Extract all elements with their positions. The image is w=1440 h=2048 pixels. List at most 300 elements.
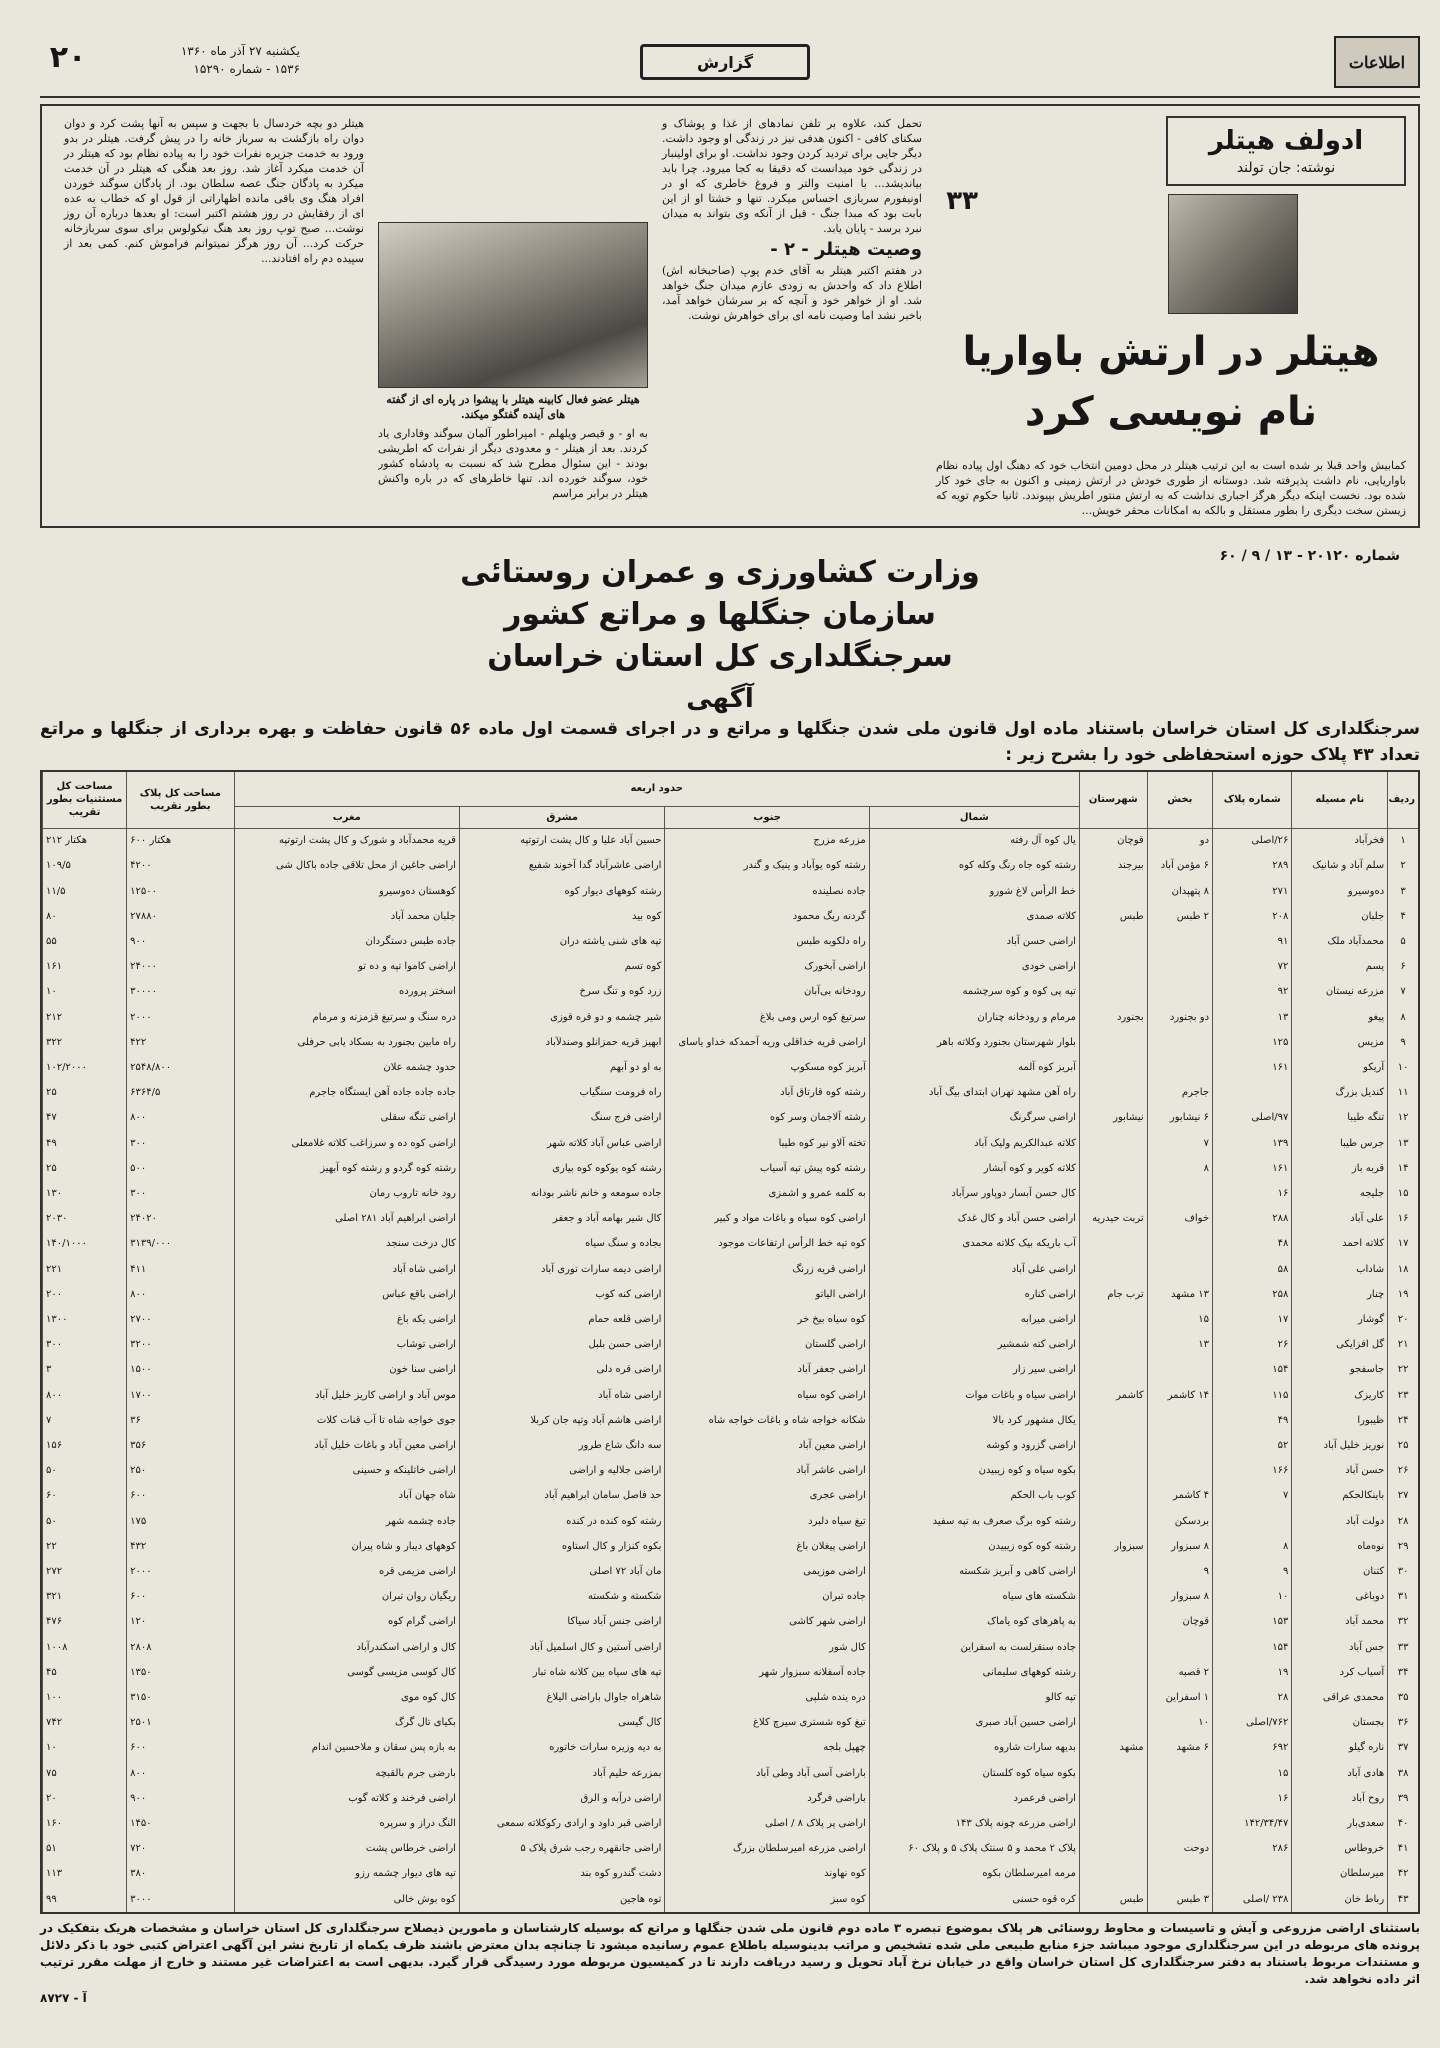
excluded-area: ۴۷ xyxy=(43,1105,127,1130)
table-row xyxy=(43,1282,1419,1307)
plot-area: ۱۵۰۰ xyxy=(127,1357,234,1382)
south-boundary: کوه سیاه بیخ خر xyxy=(665,1307,869,1332)
west-boundary: اسختر پرورده xyxy=(234,979,459,1004)
county: مشهد xyxy=(1079,1735,1147,1760)
row-number: ۴۲ xyxy=(1388,1861,1418,1886)
plot-number: ۱۶ xyxy=(1213,1181,1292,1206)
row-number: ۲۸ xyxy=(1388,1508,1418,1533)
county xyxy=(1079,1786,1147,1811)
author-byline: نوشته: جان تولند xyxy=(1236,160,1336,176)
south-boundary: کال شور xyxy=(665,1635,869,1660)
table-row xyxy=(43,1534,1419,1559)
plot-area: ۱۲۰ xyxy=(127,1609,234,1634)
plot-name: کاریزک xyxy=(1292,1382,1388,1407)
row-number: ۲۷ xyxy=(1388,1483,1418,1508)
plot-number: ۲۸۹ xyxy=(1213,853,1292,878)
row-number: ۹ xyxy=(1388,1030,1418,1055)
east-boundary: حسین آباد علیا و کال پشت ارتوتپه xyxy=(459,828,665,853)
plot-area: ۷۲۰ xyxy=(127,1836,234,1861)
county xyxy=(1079,1811,1147,1836)
row-number: ۲۵ xyxy=(1388,1433,1418,1458)
dateline xyxy=(100,42,300,78)
table-row xyxy=(43,1836,1419,1861)
county xyxy=(1079,1761,1147,1786)
north-boundary: بکوه سیاه و کوه زیبیدن xyxy=(869,1458,1079,1483)
south-boundary: کوه نهاوند xyxy=(665,1861,869,1886)
excluded-area: ۱۰۰ xyxy=(43,1685,127,1710)
article-intro: کمابیش واحد قبلا بر شده است به این ترتیب هیتلر در محل دومین انتخاب خود که دهنگ اول پیاده نظام باواریایی، نام داشت پذیرفته شد. دوستانه از طوری خودش در ارتش زمینی و اکنون به جای خود کار شده بود. نخست اینکه دیگر هرگز اجباری نداشت که به ارتش منتور اطریش بپیوندد. ثانیا حکوم تویه که زیستن سخت دیگری را بطور مستقل و بالکه به امکانات محقر خویش... xyxy=(936,459,1406,517)
east-boundary: بکوه کنزار و کال استاوه xyxy=(459,1534,665,1559)
county: تربت حیدریه xyxy=(1079,1206,1147,1231)
east-boundary: مان آباد ۷۲ اصلی xyxy=(459,1559,665,1584)
plot-number: ۹۲ xyxy=(1213,979,1292,1004)
west-boundary: کال کوسی مزیسی گوسی xyxy=(234,1660,459,1685)
excluded-area: ۳۲۱ xyxy=(43,1584,127,1609)
west-boundary: اراضی سنا خون xyxy=(234,1357,459,1382)
table-row xyxy=(43,1080,1419,1105)
east-boundary: سه دانگ شاع طرور xyxy=(459,1433,665,1458)
north-boundary: یکال مشهور کرد بالا xyxy=(869,1408,1079,1433)
plot-number: ۹۱ xyxy=(1213,929,1292,954)
north-boundary: شکسته های سیاه xyxy=(869,1584,1079,1609)
plot-number: ۷ xyxy=(1213,1483,1292,1508)
plot-area: ۳۲۰۰ xyxy=(127,1332,234,1357)
table-row xyxy=(43,1861,1419,1886)
south-boundary: تیغ سیاه دلبرد xyxy=(665,1508,869,1533)
masthead xyxy=(40,36,1420,92)
excluded-area: ۱۰۲/۲۰۰۰ xyxy=(43,1055,127,1080)
county xyxy=(1079,1458,1147,1483)
plot-area: ۱۴۵۰ xyxy=(127,1811,234,1836)
article-paragraph: در هفتم اکتبر هیتلر به آقای خدم پوپ (صاحبخانه اش) اطلاع داد که واحدش به زودی عازم میدان جنگ خواهد شد. او از خواهر خود و آنچه که بر سرشان خواهد آمد، باخبر نشد اما وصیت نامه ای برای خواهرش نوشت. xyxy=(662,264,922,322)
row-number: ۲۱ xyxy=(1388,1332,1418,1357)
plot-name: فخرآباد xyxy=(1292,828,1388,853)
excluded-area: ۴۵ xyxy=(43,1660,127,1685)
county: قوچان xyxy=(1079,828,1147,853)
plot-area: ۲۷۸۸۰ xyxy=(127,904,234,929)
south-boundary: به کلمه عمرو و اشمزی xyxy=(665,1181,869,1206)
south-boundary: اراضی گلستان xyxy=(665,1332,869,1357)
south-boundary: رشته کوه یوآباد و ینیک و گندر xyxy=(665,853,869,878)
south-boundary: باراضی آسی آباد وطی آباد xyxy=(665,1761,869,1786)
excluded-area: ۱۰ xyxy=(43,979,127,1004)
excluded-area: ۱۱۳ xyxy=(43,1861,127,1886)
south-boundary: کوه تپه خط الرأس ارتفاعات موجود xyxy=(665,1231,869,1256)
col-header-exceptions: مساحت کل مستثنیات بطور تقریب xyxy=(43,772,127,828)
east-boundary: شیر چشمه و دو قره قوزی xyxy=(459,1004,665,1029)
district xyxy=(1147,1357,1212,1382)
plot-name: نوریز خلیل آباد xyxy=(1292,1433,1388,1458)
table-row xyxy=(43,1584,1419,1609)
west-boundary: اراضی باقع عباس xyxy=(234,1282,459,1307)
north-boundary: کلاته عبدالکریم ولیک آباد xyxy=(869,1130,1079,1155)
plot-number: ۱۶۱ xyxy=(1213,1156,1292,1181)
district: ۷ xyxy=(1147,1130,1212,1155)
county xyxy=(1079,1433,1147,1458)
north-boundary: آب باریکه بیک کلاته محمدی xyxy=(869,1231,1079,1256)
south-boundary: کوه سبز xyxy=(665,1887,869,1912)
plot-name: ده‌وسیرو xyxy=(1292,878,1388,903)
south-boundary: تخته آلاو نیر کوه طیبا xyxy=(665,1130,869,1155)
west-boundary: النگ دراز و سرپره xyxy=(234,1811,459,1836)
north-boundary: اراضی کته شمشیر xyxy=(869,1332,1079,1357)
plot-name: آریکو xyxy=(1292,1055,1388,1080)
east-boundary: اراضی جانقهره رجب شرق پلاک ۵ xyxy=(459,1836,665,1861)
district xyxy=(1147,979,1212,1004)
excluded-area: ۲۵ xyxy=(43,1156,127,1181)
north-boundary: کلاته کویر و کوه آبشار xyxy=(869,1156,1079,1181)
west-boundary: قریه محمدآباد و شورک و کال پشت ارتوتپه xyxy=(234,828,459,853)
row-number: ۲۰ xyxy=(1388,1307,1418,1332)
plot-name: آسیاب کرد xyxy=(1292,1660,1388,1685)
row-number: ۱۵ xyxy=(1388,1181,1418,1206)
divider xyxy=(40,96,1420,98)
west-boundary: شاه جهان آباد xyxy=(234,1483,459,1508)
county xyxy=(1079,1836,1147,1861)
row-number: ۱ xyxy=(1388,828,1418,853)
district xyxy=(1147,1433,1212,1458)
district: قوچان xyxy=(1147,1609,1212,1634)
excluded-area: ۷ xyxy=(43,1408,127,1433)
excluded-area: ۲۷۲ xyxy=(43,1559,127,1584)
row-number: ۱۱ xyxy=(1388,1080,1418,1105)
excluded-area: ۱۳۰ xyxy=(43,1181,127,1206)
excluded-area: ۸۰ xyxy=(43,904,127,929)
county xyxy=(1079,1307,1147,1332)
plot-name: محمد آباد xyxy=(1292,1609,1388,1634)
plot-area: ۴۲۲ xyxy=(127,1030,234,1055)
north-boundary: اراضی حسن آباد و کال غدک xyxy=(869,1206,1079,1231)
table-row xyxy=(43,1030,1419,1055)
excluded-area: ۱۶۰ xyxy=(43,1811,127,1836)
west-boundary: جاده طبس دستگردان xyxy=(234,929,459,954)
district xyxy=(1147,1408,1212,1433)
county xyxy=(1079,1080,1147,1105)
district: ۸ پتهپدان xyxy=(1147,878,1212,903)
north-boundary: آبریز کوه آلمه xyxy=(869,1055,1079,1080)
excluded-area: ۶۰ xyxy=(43,1483,127,1508)
south-boundary: اراضی کوه سیاه xyxy=(665,1382,869,1407)
plot-area: ۵۰۰ xyxy=(127,1156,234,1181)
article-subhead: وصیت هیتلر - ۲ - xyxy=(770,239,922,260)
plot-number: ۱۳۹ xyxy=(1213,1130,1292,1155)
district: ۱۳ مشهد xyxy=(1147,1282,1212,1307)
plot-area: ۲۰۰۰ xyxy=(127,1559,234,1584)
col-header-east: مشرق xyxy=(459,806,665,828)
notice-body: سرجنگلداری کل استان خراسان باستناد ماده اول قانون ملی شدن جنگلها و مراتع و در اجرای قسمت اول ماده ۵۶ قانون حفاظت و بهره برداری از جنگلها و مراتع تعداد ۴۳ پلاک حوزه استحفاظی خود را بشرح زیر : xyxy=(40,719,1420,765)
district xyxy=(1147,1786,1212,1811)
land-table xyxy=(40,770,1420,1914)
plot-number: ۷۶۲/اصلی xyxy=(1213,1710,1292,1735)
plot-area: ۱۷۰۰ xyxy=(127,1382,234,1407)
county: سبزوار xyxy=(1079,1534,1147,1559)
south-boundary: راه دلکوبه طبس xyxy=(665,929,869,954)
plot-number: ۵۸ xyxy=(1213,1256,1292,1281)
plots-table xyxy=(42,772,1418,1912)
county xyxy=(1079,1231,1147,1256)
east-boundary: به او دو آبهم xyxy=(459,1055,665,1080)
east-boundary: کوه بید xyxy=(459,904,665,929)
table-row xyxy=(43,1635,1419,1660)
north-boundary: کلاته صمدی xyxy=(869,904,1079,929)
south-boundary: اراضی قریه زرنگ xyxy=(665,1256,869,1281)
south-boundary: اراضی شهر کاشی xyxy=(665,1609,869,1634)
east-boundary: دشت گندرو کوه بند xyxy=(459,1861,665,1886)
article-headline xyxy=(936,322,1406,442)
east-boundary: اراضی قبر داود و ارادی رکوکلاته سمعی xyxy=(459,1811,665,1836)
district xyxy=(1147,954,1212,979)
plot-name: ظیبورا xyxy=(1292,1408,1388,1433)
west-boundary: بارضی جرم بالقبچه xyxy=(234,1761,459,1786)
south-boundary: رشته کوه قارتاق آباد xyxy=(665,1080,869,1105)
row-number: ۳۹ xyxy=(1388,1786,1418,1811)
table-row xyxy=(43,1811,1419,1836)
district xyxy=(1147,1256,1212,1281)
plot-name: جلیجه xyxy=(1292,1181,1388,1206)
plot-number: ۲۶/اصلی xyxy=(1213,828,1292,853)
south-boundary: جاده آسفلانه سبزوار شهر xyxy=(665,1660,869,1685)
north-boundary: راه آهن مشهد تهران ابتدای بیگ آباد xyxy=(869,1080,1079,1105)
north-boundary: به پاهرهای کوه یاماک xyxy=(869,1609,1079,1634)
plot-area: ۳۰۰ xyxy=(127,1130,234,1155)
row-number: ۲۹ xyxy=(1388,1534,1418,1559)
east-boundary: کوه تسم xyxy=(459,954,665,979)
plot-name: بجستان xyxy=(1292,1710,1388,1735)
col-header-area: مساحت کل پلاک بطور تقریب xyxy=(127,772,234,828)
excluded-area: ۲۲ xyxy=(43,1534,127,1559)
east-boundary: اراضی عباس آباد کلاته شهر xyxy=(459,1130,665,1155)
feature-article xyxy=(40,104,1420,528)
table-row xyxy=(43,1181,1419,1206)
newspaper-logo: اطلاعات xyxy=(1334,36,1420,88)
plot-name: علی آباد xyxy=(1292,1206,1388,1231)
plot-name: مزرعه نیستان xyxy=(1292,979,1388,1004)
district xyxy=(1147,1181,1212,1206)
plot-name: سلم آباد و شانیک xyxy=(1292,853,1388,878)
table-row xyxy=(43,1206,1419,1231)
county xyxy=(1079,979,1147,1004)
table-row xyxy=(43,1055,1419,1080)
west-boundary: اراضی فرخند و کلاته گوب xyxy=(234,1786,459,1811)
row-number: ۴ xyxy=(1388,904,1418,929)
county: کاشمر xyxy=(1079,1382,1147,1407)
col-header-south: جنوب xyxy=(665,806,869,828)
plot-number: ۲۶ xyxy=(1213,1332,1292,1357)
county xyxy=(1079,1408,1147,1433)
plot-name: پیغو xyxy=(1292,1004,1388,1029)
table-row xyxy=(43,1004,1419,1029)
north-boundary: کوب باب الحکم xyxy=(869,1483,1079,1508)
county xyxy=(1079,954,1147,979)
south-boundary: شکانه خواجه شاه و باغات خواجه شاه xyxy=(665,1408,869,1433)
plot-name: کتنان xyxy=(1292,1559,1388,1584)
plot-area: ۳۰۰ xyxy=(127,1181,234,1206)
table-row xyxy=(43,1761,1419,1786)
row-number: ۷ xyxy=(1388,979,1418,1004)
plot-number: ۲۰۸ xyxy=(1213,904,1292,929)
table-row xyxy=(43,1408,1419,1433)
plot-area: ۸۰۰ xyxy=(127,1105,234,1130)
article-paragraph: تحمل کند، علاوه بر تلفن نمادهای از غذا و پوشاک و سکنای کافی - اکنون هدفی نیز در زندگی او وجود داشت. دیگر جایی برای تردید کردن وجود نداشت. او برای اولینبار در زندگی خود میدانست که دقیقا به کجا میرود. چرا باید بیاندیشد... با امنیت والتر و فروغ خاطری که او در اونیفورم سربازی احساس میکرد. تنها و خشتا او از این بابت بود که مبدا جنگ - قبل از آنکه وی بتواند به میدان نبرد برسد - پایان یابد. xyxy=(662,117,922,235)
plot-area: ۲۵۴۸/۸۰۰ xyxy=(127,1055,234,1080)
plot-name: جرس طیبا xyxy=(1292,1130,1388,1155)
district: ۶ نیشابور xyxy=(1147,1105,1212,1130)
plot-area: ۶۳۶۴/۵ xyxy=(127,1080,234,1105)
plot-area: ۶۰۰ xyxy=(127,1735,234,1760)
plot-area: ۲۴۰۲۰ xyxy=(127,1206,234,1231)
plot-area: ۴۲۰۰ xyxy=(127,853,234,878)
excluded-area: ۵۵ xyxy=(43,929,127,954)
notice-reference: شماره ۲۰۱۲۰ - ۱۳ / ۹ / ۶۰ xyxy=(1219,548,1400,564)
east-boundary: اراضی حسن بلبل xyxy=(459,1332,665,1357)
district xyxy=(1147,1811,1212,1836)
east-boundary: به دیه وزیره سارات خاتوره xyxy=(459,1735,665,1760)
district xyxy=(1147,1458,1212,1483)
county xyxy=(1079,929,1147,954)
district: ۸ xyxy=(1147,1156,1212,1181)
row-number: ۱۷ xyxy=(1388,1231,1418,1256)
plot-name: شاداب xyxy=(1292,1256,1388,1281)
plot-area: ۲۵۰ xyxy=(127,1458,234,1483)
county xyxy=(1079,1635,1147,1660)
plot-number xyxy=(1213,1861,1292,1886)
col-header-bakhsh: بخش xyxy=(1147,772,1212,828)
district: ۱ اسفراین xyxy=(1147,1685,1212,1710)
plot-area: ۳۰۰۰۰ xyxy=(127,979,234,1004)
excluded-area: ۳۲۲ xyxy=(43,1030,127,1055)
plot-name: قربه باز xyxy=(1292,1156,1388,1181)
south-boundary: باراضی فرگرد xyxy=(665,1786,869,1811)
excluded-area: ۱۳۰۰ xyxy=(43,1307,127,1332)
district xyxy=(1147,1761,1212,1786)
north-boundary: اراضی فرعمرد xyxy=(869,1786,1079,1811)
table-row xyxy=(43,1887,1419,1912)
row-number: ۳۵ xyxy=(1388,1685,1418,1710)
table-row xyxy=(43,1786,1419,1811)
plot-area: ۱۲۵۰۰ xyxy=(127,878,234,903)
west-boundary: رود خانه تاروب رمان xyxy=(234,1181,459,1206)
plot-name: میرسلطان xyxy=(1292,1861,1388,1886)
district: خواف xyxy=(1147,1206,1212,1231)
table-row xyxy=(43,954,1419,979)
plot-name: هادی آباد xyxy=(1292,1761,1388,1786)
county xyxy=(1079,1508,1147,1533)
north-boundary: اراضی حسین آباد صبری xyxy=(869,1710,1079,1735)
county: ترب جام xyxy=(1079,1282,1147,1307)
east-boundary: حد فاصل سامان ابراهیم آباد xyxy=(459,1483,665,1508)
excluded-area: ۲۰ xyxy=(43,1786,127,1811)
plot-number: ۴۸ xyxy=(1213,1231,1292,1256)
excluded-area: ۱۰۹/۵ xyxy=(43,853,127,878)
county: بیرجند xyxy=(1079,853,1147,878)
plot-area: ۳۵۶ xyxy=(127,1433,234,1458)
photo-caption: هیتلر عضو فعال کابینه هیتلر با پیشوا در پاره ای از گفته های آینده گفتگو میکند. xyxy=(386,393,640,421)
plot-name: جاسفجو xyxy=(1292,1357,1388,1382)
north-boundary: بلوار شهرستان بجنورد وکلاته باهر xyxy=(869,1030,1079,1055)
table-row xyxy=(43,1332,1419,1357)
north-boundary: کره قوه حسنی xyxy=(869,1887,1079,1912)
east-boundary: جاده سومعه و خانم ناشر بودانه xyxy=(459,1181,665,1206)
east-boundary: رشته کوه یوکوه کوه بیاری xyxy=(459,1156,665,1181)
table-row xyxy=(43,1710,1419,1735)
west-boundary: تپه های دیوار چشمه رزو xyxy=(234,1861,459,1886)
plot-number: ۲۸۸ xyxy=(1213,1206,1292,1231)
table-row xyxy=(43,1685,1419,1710)
excluded-area: ۱۵۶ xyxy=(43,1433,127,1458)
west-boundary: اراضی جاغین از محل تلاقی جاده باکال شی xyxy=(234,853,459,878)
north-boundary: خط الرأس لاغ شورو xyxy=(869,878,1079,903)
plot-number: ۱۲۵ xyxy=(1213,1030,1292,1055)
excluded-area: ۷۵ xyxy=(43,1761,127,1786)
south-boundary: جاده نصلینده xyxy=(665,878,869,903)
east-boundary: اراضی آستین و کال اسلمیل آباد xyxy=(459,1635,665,1660)
table-row xyxy=(43,929,1419,954)
west-boundary: رشته کوه گردو و رشته کوه آبهیز xyxy=(234,1156,459,1181)
row-number: ۱۰ xyxy=(1388,1055,1418,1080)
district: ۲ قصبه xyxy=(1147,1660,1212,1685)
table-row xyxy=(43,904,1419,929)
plot-number: ۱۰ xyxy=(1213,1584,1292,1609)
county xyxy=(1079,1609,1147,1634)
county: طبس xyxy=(1079,1887,1147,1912)
col-header-shahrestan: شهرستان xyxy=(1079,772,1147,828)
county xyxy=(1079,1055,1147,1080)
district xyxy=(1147,1055,1212,1080)
north-boundary: جاده سنقرلست به اسفراین xyxy=(869,1635,1079,1660)
west-boundary: اراضی گرام کوه xyxy=(234,1609,459,1634)
row-number: ۳۷ xyxy=(1388,1735,1418,1760)
row-number: ۳ xyxy=(1388,878,1418,903)
plot-name: جس آباد xyxy=(1292,1635,1388,1660)
row-number: ۲ xyxy=(1388,853,1418,878)
west-boundary: جاده جاده جاده آهن ایستگاه جاجرم xyxy=(234,1080,459,1105)
county xyxy=(1079,878,1147,903)
plot-number: ۲۵۸ xyxy=(1213,1282,1292,1307)
table-row xyxy=(43,1559,1419,1584)
plot-number: ۱۶۱ xyxy=(1213,1055,1292,1080)
east-boundary: بجاده و سنگ سیاه xyxy=(459,1231,665,1256)
west-boundary: حدود چشمه علان xyxy=(234,1055,459,1080)
plot-area: ۸۰۰ xyxy=(127,1761,234,1786)
county xyxy=(1079,1156,1147,1181)
excluded-area: ۵۰ xyxy=(43,1458,127,1483)
excluded-area: ۲۰۰ xyxy=(43,1282,127,1307)
table-row xyxy=(43,979,1419,1004)
col-header-plak: شماره پلاک xyxy=(1213,772,1292,828)
article-paragraph: به او - و قیصر ویلهلم - امپراطور آلمان سوگند وفاداری یاد کردند. بعد از هیتلر - و معدودی دیگر از نفرات که اطریشی بودند - این سئوال مطرح شد که نسبت به پادشاه کشور خود، سوگند خورده اند. تنها خاطرهای که در باره واکنش هیتلر در برابر مراسم xyxy=(378,427,648,500)
row-number: ۳۰ xyxy=(1388,1559,1418,1584)
district xyxy=(1147,929,1212,954)
district: بردسکن xyxy=(1147,1508,1212,1533)
district: ۱۰ xyxy=(1147,1710,1212,1735)
west-boundary: جاده چشمه شهر xyxy=(234,1508,459,1533)
plot-name: دوباغی xyxy=(1292,1584,1388,1609)
east-boundary: اراضی جلالیه و اراضی xyxy=(459,1458,665,1483)
south-boundary: اراضی مزرعه امیرسلطان بزرگ xyxy=(665,1836,869,1861)
table-row xyxy=(43,1508,1419,1533)
county xyxy=(1079,1256,1147,1281)
row-number: ۲۲ xyxy=(1388,1357,1418,1382)
district: جاجرم xyxy=(1147,1080,1212,1105)
row-number: ۵ xyxy=(1388,929,1418,954)
date-text: یکشنبه ۲۷ آذر ماه ۱۳۶۰ xyxy=(180,44,300,58)
row-number: ۴۳ xyxy=(1388,1887,1418,1912)
south-boundary: گردنه ریگ محمود xyxy=(665,904,869,929)
excluded-area: ۲۰۳۰ xyxy=(43,1206,127,1231)
county xyxy=(1079,1710,1147,1735)
west-boundary: کال درخت سنجد xyxy=(234,1231,459,1256)
county xyxy=(1079,1559,1147,1584)
